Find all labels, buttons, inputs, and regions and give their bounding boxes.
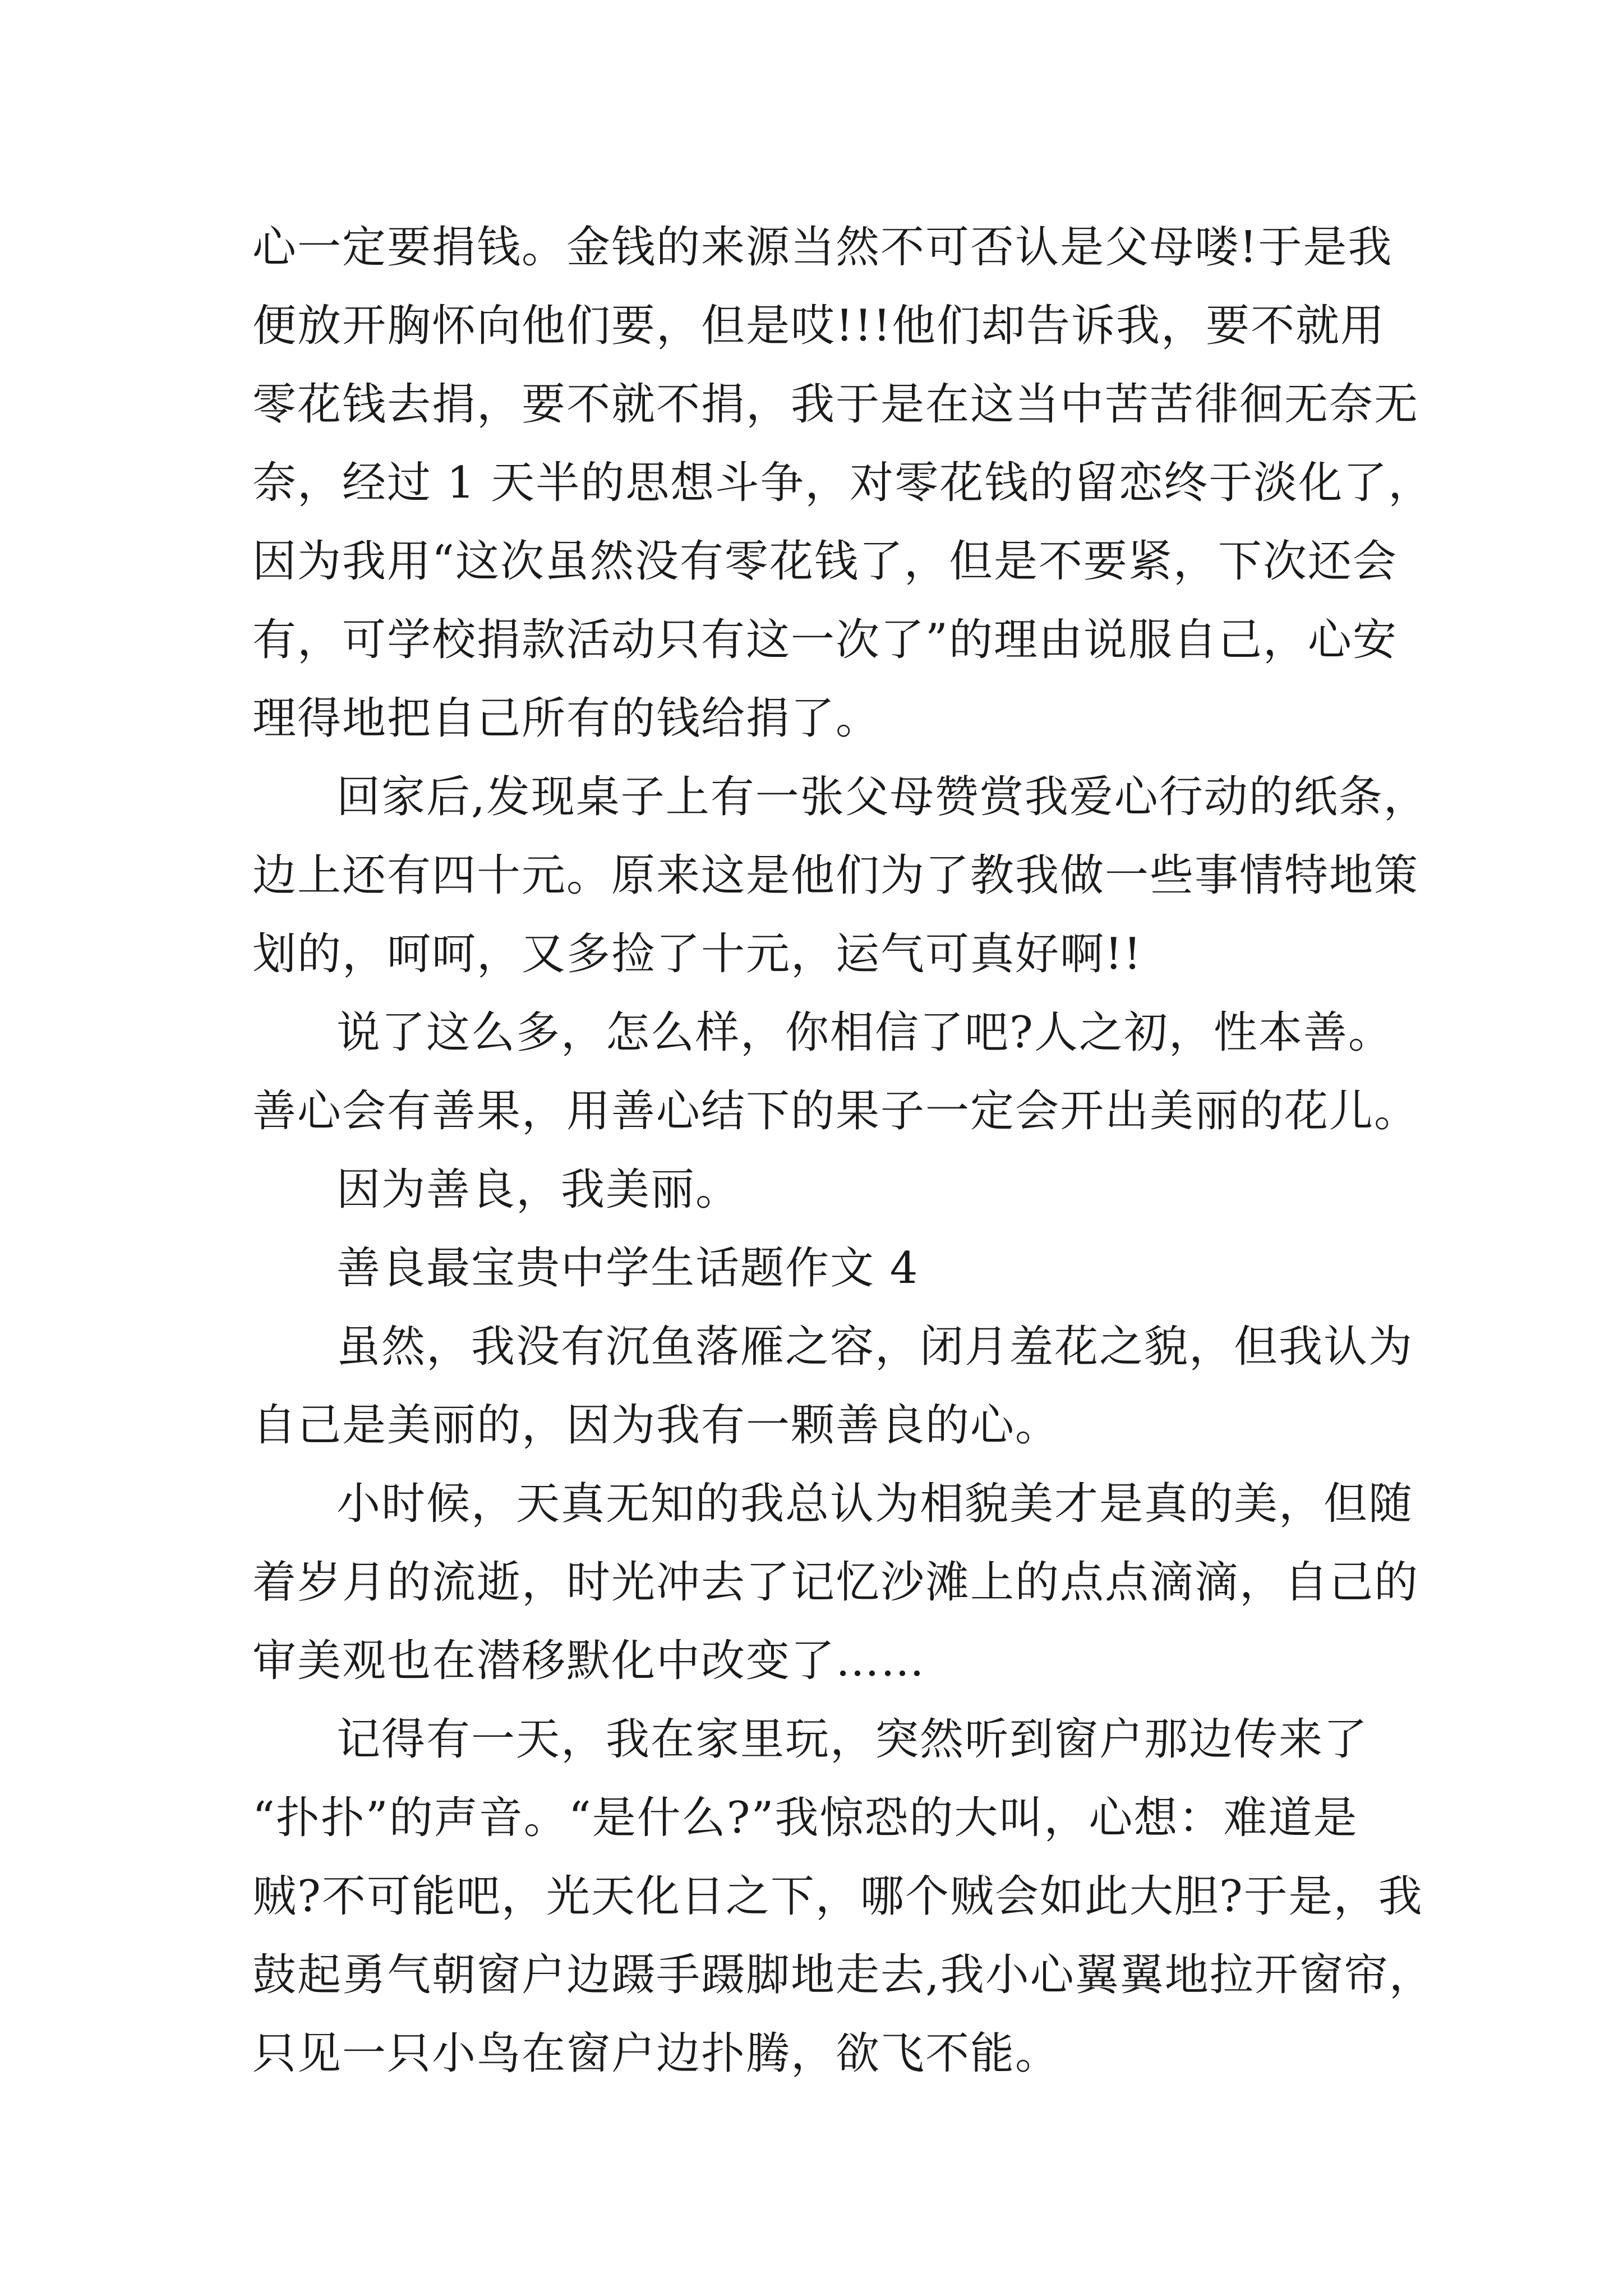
- paragraph-first-line: 小时候，天真无知的我总认为相貌美才是真的美，但随: [336, 1479, 1414, 1529]
- section-heading: 善良最宝贵中学生话题作文 4: [336, 1243, 919, 1294]
- text-line: 因为我用“这次虽然没有零花钱了，但是不要紧，下次还会: [252, 536, 1398, 587]
- text-line: 只见一只小鸟在窗户边扑腾，欲飞不能。: [252, 2028, 1061, 2079]
- text-line: 鼓起勇气朝窗户边蹑手蹑脚地走去,我小心翼翼地拉开窗帘，: [252, 1950, 1434, 2000]
- text-line: 自己是美丽的，因为我有一颗善良的心。: [252, 1400, 1061, 1451]
- text-line: 便放开胸怀向他们要，但是哎!!!他们却告诉我，要不就用: [252, 301, 1386, 351]
- text-line: 零花钱去捐，要不就不捐，我于是在这当中苦苦徘徊无奈无: [252, 379, 1419, 430]
- paragraph-first-line: 因为善良，我美丽。: [336, 1165, 741, 1215]
- text-line: 善心会有善果，用善心结下的果子一定会开出美丽的花儿。: [252, 1086, 1419, 1137]
- text-line: 着岁月的流逝，时光冲去了记忆沙滩上的点点滴滴，自己的: [252, 1557, 1419, 1608]
- text-line: “扑扑”的声音。“是什么?”我惊恐的大叫，心想：难道是: [252, 1793, 1358, 1843]
- text-line: 审美观也在潜移默化中改变了……: [252, 1636, 926, 1686]
- text-line: 心一定要捐钱。金钱的来源当然不可否认是父母喽!于是我: [252, 222, 1393, 273]
- paragraph-first-line: 记得有一天，我在家里玩，突然听到窗户那边传来了: [336, 1714, 1369, 1765]
- text-line: 贼?不可能吧，光天化日之下，哪个贼会如此大胆?于是，我: [252, 1871, 1423, 1922]
- text-line: 奈，经过 1 天半的思想斗争，对零花钱的留恋终于淡化了，: [252, 458, 1433, 508]
- paragraph-first-line: 说了这么多，怎么样，你相信了吧?人之初，性本善。: [336, 1007, 1393, 1058]
- text-line: 理得地把自己所有的钱给捐了。: [252, 693, 881, 744]
- text-line: 有，可学校捐款活动只有这一次了”的理由说服自己，心安: [252, 615, 1398, 665]
- paragraph-first-line: 虽然，我没有沉鱼落雁之容，闭月羞花之貌，但我认为: [336, 1322, 1414, 1372]
- paragraph-first-line: 回家后,发现桌子上有一张父母赞赏我爱心行动的纸条，: [336, 772, 1428, 822]
- text-line: 划的，呵呵，又多捡了十元，运气可真好啊!!: [252, 929, 1142, 979]
- text-line: 边上还有四十元。原来这是他们为了教我做一些事情特地策: [252, 850, 1419, 901]
